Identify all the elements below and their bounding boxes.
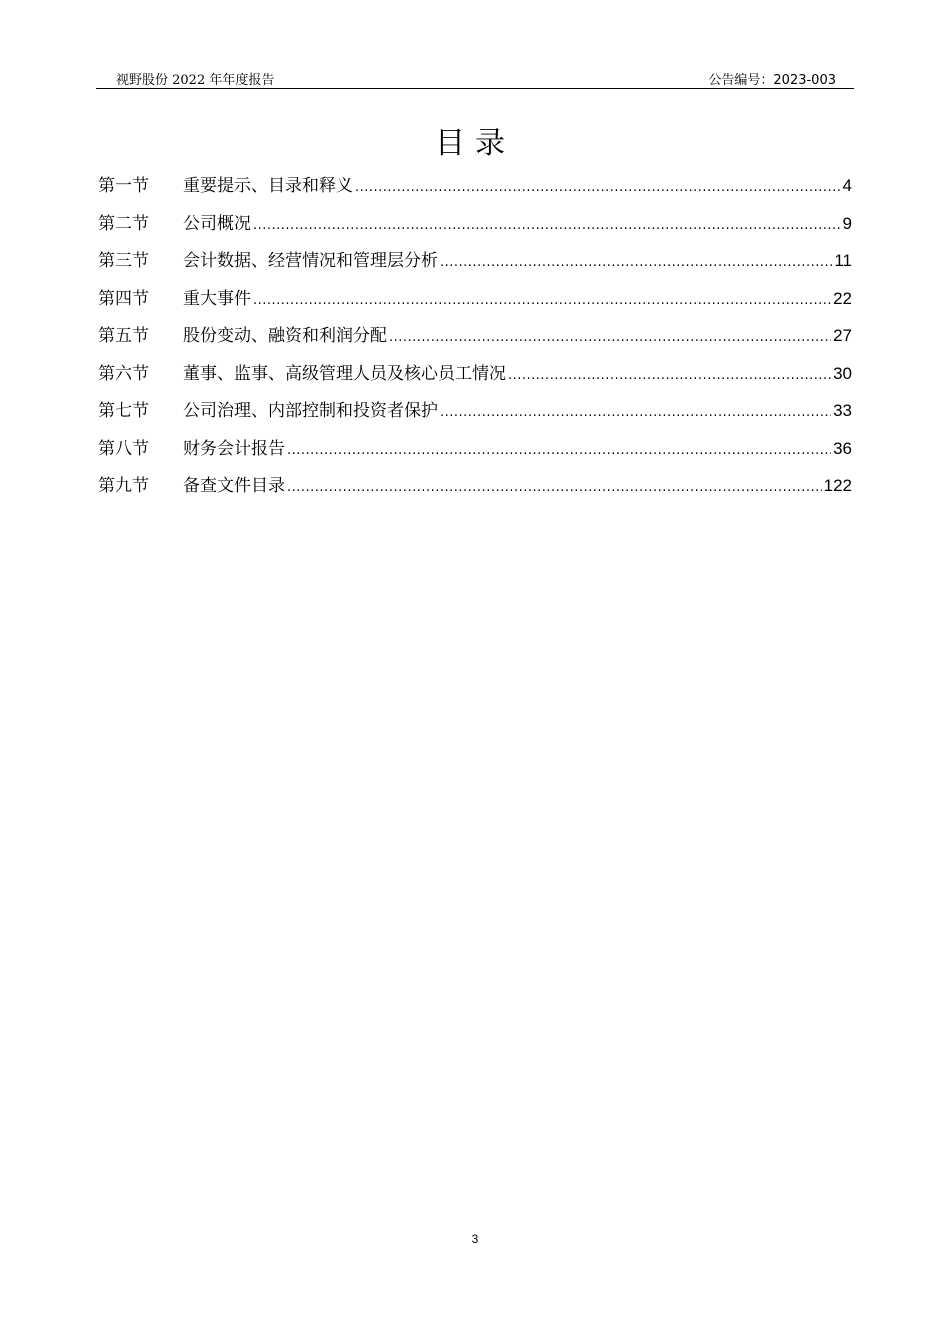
toc-section-name: 重要提示、目录和释义: [183, 176, 353, 196]
toc-leader-dots: [287, 443, 831, 458]
toc-page-number: 22: [833, 288, 852, 308]
toc-section-name: 财务会计报告: [183, 438, 285, 459]
toc-entry-8[interactable]: [98, 434, 852, 472]
toc-section-name: 公司概况: [183, 213, 251, 234]
toc-entry-7[interactable]: [98, 396, 852, 434]
table-of-contents: [98, 171, 852, 509]
toc-leader-dots: [253, 218, 841, 233]
toc-section-name: 公司治理、内部控制和投资者保护: [183, 401, 438, 421]
toc-section-name: 股份变动、融资和利润分配: [183, 326, 387, 346]
toc-page-number: 122: [823, 476, 852, 495]
toc-page-number: 30: [833, 363, 852, 383]
toc-entry-1[interactable]: [98, 171, 852, 209]
toc-section-number: 第一节: [98, 176, 149, 196]
toc-leader-dots: [440, 405, 831, 420]
toc-entry-2[interactable]: [98, 209, 852, 247]
toc-section-name: 会计数据、经营情况和管理层分析: [183, 251, 438, 271]
page-header: [96, 68, 854, 89]
toc-leader-dots: [389, 330, 831, 345]
toc-entry-3[interactable]: [98, 246, 852, 284]
toc-page-number: 4: [842, 176, 852, 195]
toc-page-number: 27: [833, 326, 852, 345]
page-title: 目录: [435, 126, 515, 161]
toc-section-number: 第二节: [98, 213, 149, 234]
toc-section-name: 董事、监事、高级管理人员及核心员工情况: [183, 363, 506, 384]
toc-entry-9[interactable]: [98, 471, 852, 509]
toc-section-number: 第七节: [98, 401, 149, 421]
toc-section-number: 第九节: [98, 476, 149, 496]
header-report-title: 视野股份 2022 年年度报告: [116, 73, 275, 88]
toc-leader-dots: [253, 293, 831, 308]
toc-section-number: 第四节: [98, 288, 149, 309]
toc-leader-dots: [440, 255, 832, 270]
toc-leader-dots: [287, 480, 822, 495]
toc-section-number: 第五节: [98, 326, 149, 346]
toc-page-number: 11: [834, 251, 852, 270]
toc-leader-dots: [508, 368, 831, 383]
toc-page-number: 36: [833, 438, 852, 458]
page-number-footer: 3: [471, 1232, 479, 1246]
toc-entry-4[interactable]: [98, 284, 852, 322]
header-announcement-number: 公告编号：2023-003: [708, 73, 836, 88]
toc-section-name: 重大事件: [183, 288, 251, 309]
toc-leader-dots: [355, 180, 841, 195]
toc-page-number: 33: [833, 401, 852, 420]
toc-section-number: 第八节: [98, 438, 149, 459]
toc-page-number: 9: [842, 213, 852, 233]
toc-section-name: 备查文件目录: [183, 476, 285, 496]
toc-entry-5[interactable]: [98, 321, 852, 359]
toc-entry-6[interactable]: [98, 359, 852, 397]
toc-section-number: 第三节: [98, 251, 149, 271]
toc-section-number: 第六节: [98, 363, 149, 384]
